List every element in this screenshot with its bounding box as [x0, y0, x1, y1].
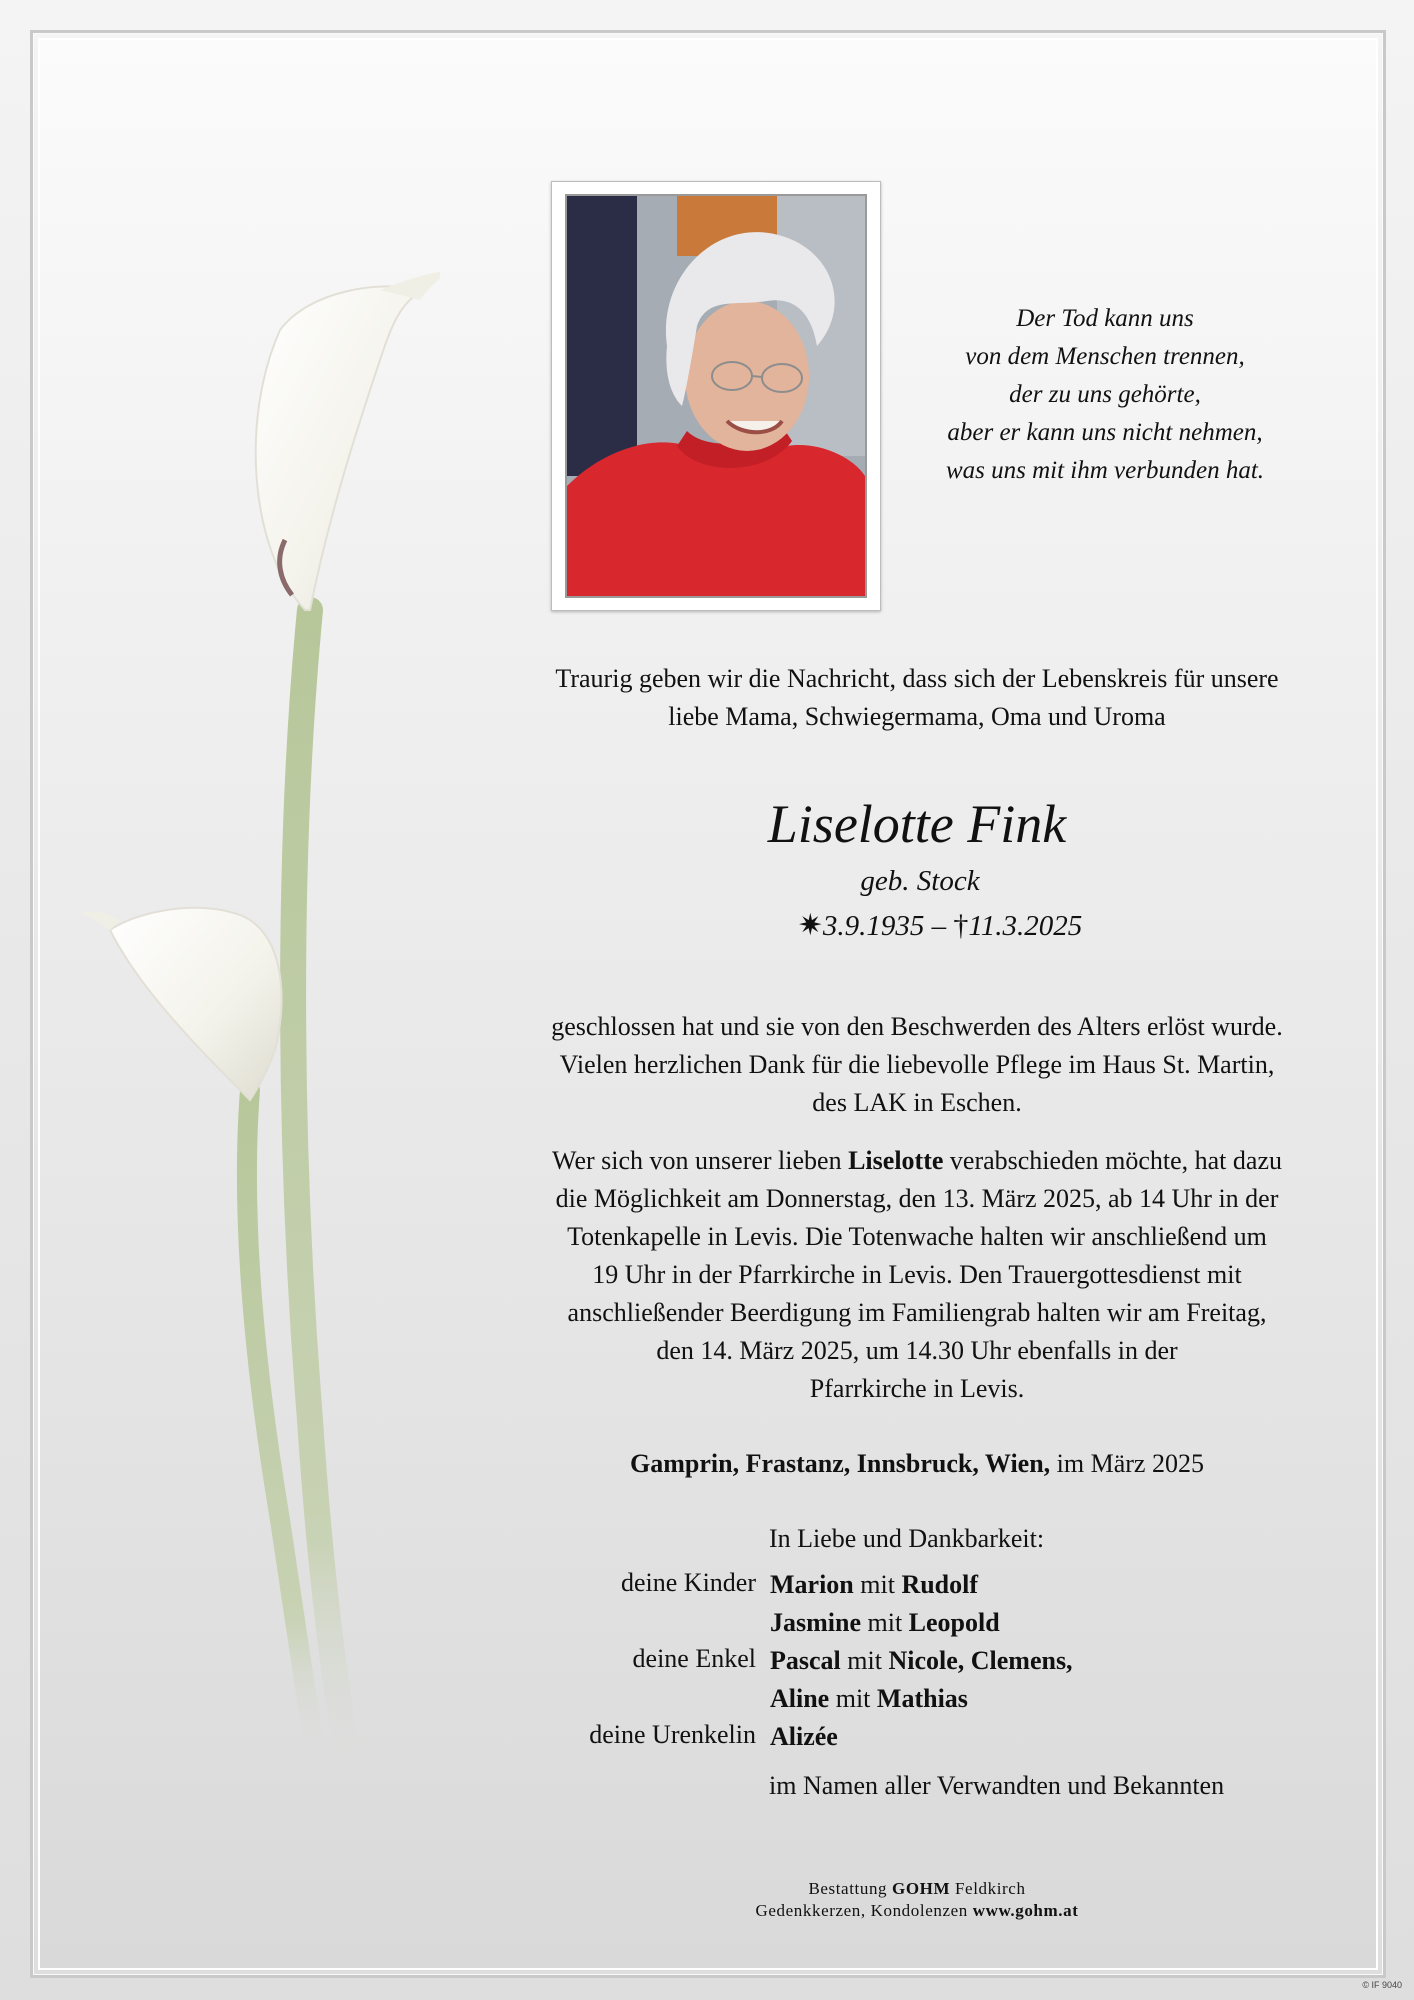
portrait-photo — [565, 194, 867, 598]
family-name: Rudolf — [901, 1570, 979, 1599]
place-date-line — [500, 1445, 1334, 1483]
closing-text — [500, 1008, 1334, 1122]
family-name: Marion — [770, 1570, 854, 1599]
family-name: Jasmine — [770, 1608, 861, 1637]
family-names — [770, 1642, 1073, 1680]
family-names — [770, 1566, 978, 1604]
intro-text — [500, 660, 1334, 736]
family-name: Pascal — [770, 1646, 841, 1675]
closing-line: Vielen herzlichen Dank für die liebevolle Pflege im Haus St. Martin, — [559, 1050, 1275, 1079]
invitation-line — [500, 1142, 1334, 1180]
invitation-line: den 14. März 2025, um 14.30 Uhr ebenfalls in der — [656, 1336, 1178, 1365]
undertaker-line — [500, 1878, 1334, 1900]
family-row — [500, 1680, 1334, 1718]
life-dates — [700, 905, 1180, 947]
family-connector: mit — [853, 1570, 902, 1599]
quote-line: was uns mit ihm verbunden hat. — [945, 457, 1265, 484]
closing-line: des LAK in Eschen. — [812, 1088, 1022, 1117]
invitation-line: anschließender Beerdigung im Familiengrab halten wir am Freitag, — [567, 1298, 1267, 1327]
family-relation-label: deine Kinder — [620, 1568, 756, 1597]
quote-line: der zu uns gehörte, — [1009, 381, 1201, 408]
birth-star-icon: ✷ — [797, 909, 823, 942]
undertaker-text: Feldkirch — [950, 1879, 1026, 1898]
family-connector: mit — [861, 1608, 909, 1637]
undertaker-info — [500, 1878, 1334, 1922]
undertaker-line — [500, 1900, 1334, 1922]
family-relation-label: deine Enkel — [632, 1644, 756, 1673]
undertaker-text: Bestattung — [808, 1879, 893, 1898]
family-footer: im Namen aller Verwandten und Bekannten — [769, 1771, 1225, 1800]
intro-line: liebe Mama, Schwiegermama, Oma und Uroma — [668, 702, 1166, 731]
undertaker-website-link[interactable]: www.gohm.at — [972, 1901, 1079, 1920]
family-row — [500, 1604, 1334, 1642]
death-cross-icon: † — [953, 909, 969, 942]
family-name: Nicole, Clemens, — [888, 1646, 1073, 1675]
quote-line: von dem Menschen trennen, — [965, 343, 1245, 370]
family-name: Mathias — [876, 1684, 968, 1713]
family-connector: mit — [840, 1646, 889, 1675]
undertaker-text: Gedenkkerzen, Kondolenzen — [755, 1901, 973, 1920]
quote-line: aber er kann uns nicht nehmen, — [947, 419, 1263, 446]
calla-lily-illustration — [80, 270, 440, 1790]
intro-line: Traurig geben wir die Nachricht, dass sich der Lebenskreis für unsere — [555, 664, 1279, 693]
invitation-text: verabschieden möchte, hat dazu — [943, 1146, 1282, 1175]
family-relation-label: deine Urenkelin — [589, 1720, 756, 1749]
birth-date: 3.9.1935 — [822, 910, 925, 942]
place-towns: Gamprin, Frastanz, Innsbruck, Wien, — [630, 1449, 1051, 1478]
family-name: Leopold — [908, 1608, 1000, 1637]
family-row — [500, 1566, 1334, 1604]
place-date: im März 2025 — [1050, 1449, 1204, 1478]
family-row — [500, 1718, 1334, 1756]
family-name: Aline — [770, 1684, 830, 1713]
memorial-quote — [880, 300, 1330, 490]
family-name: Alizée — [770, 1722, 838, 1751]
signoff: In Liebe und Dankbarkeit: — [769, 1524, 1045, 1553]
quote-line: Der Tod kann uns — [1016, 305, 1194, 332]
undertaker-company: GOHM — [892, 1879, 951, 1898]
family-list — [500, 1566, 1334, 1756]
small-flower — [110, 908, 282, 1100]
closing-line: geschlossen hat und sie von den Beschwerden des Alters erlöst wurde. — [551, 1012, 1283, 1041]
invitation-line: die Möglichkeit am Donnerstag, den 13. März 2025, ab 14 Uhr in der — [555, 1184, 1279, 1213]
family-row — [500, 1642, 1334, 1680]
tall-stem — [293, 610, 350, 1770]
maiden-name: geb. Stock — [860, 865, 980, 897]
family-names — [770, 1680, 968, 1718]
invitation-line: Pfarrkirche in Levis. — [809, 1374, 1025, 1403]
family-names — [770, 1718, 838, 1756]
family-names — [770, 1604, 1000, 1642]
date-separator: – — [924, 910, 954, 942]
invitation-line: Totenkapelle in Levis. Die Totenwache halten wir anschließend um — [567, 1222, 1267, 1251]
invitation-text: Wer sich von unserer lieben — [552, 1146, 849, 1175]
death-date: 11.3.2025 — [968, 910, 1083, 942]
deceased-name: Liselotte Fink — [767, 794, 1067, 854]
portrait-frame — [551, 181, 881, 611]
invitation-highlight-name: Liselotte — [848, 1146, 944, 1175]
invitation-line: 19 Uhr in der Pfarrkirche in Levis. Den Trauergottesdienst mit — [592, 1260, 1242, 1289]
funeral-invitation — [500, 1142, 1334, 1408]
family-connector: mit — [829, 1684, 877, 1713]
print-code: © IF 9040 — [1362, 1980, 1402, 1990]
